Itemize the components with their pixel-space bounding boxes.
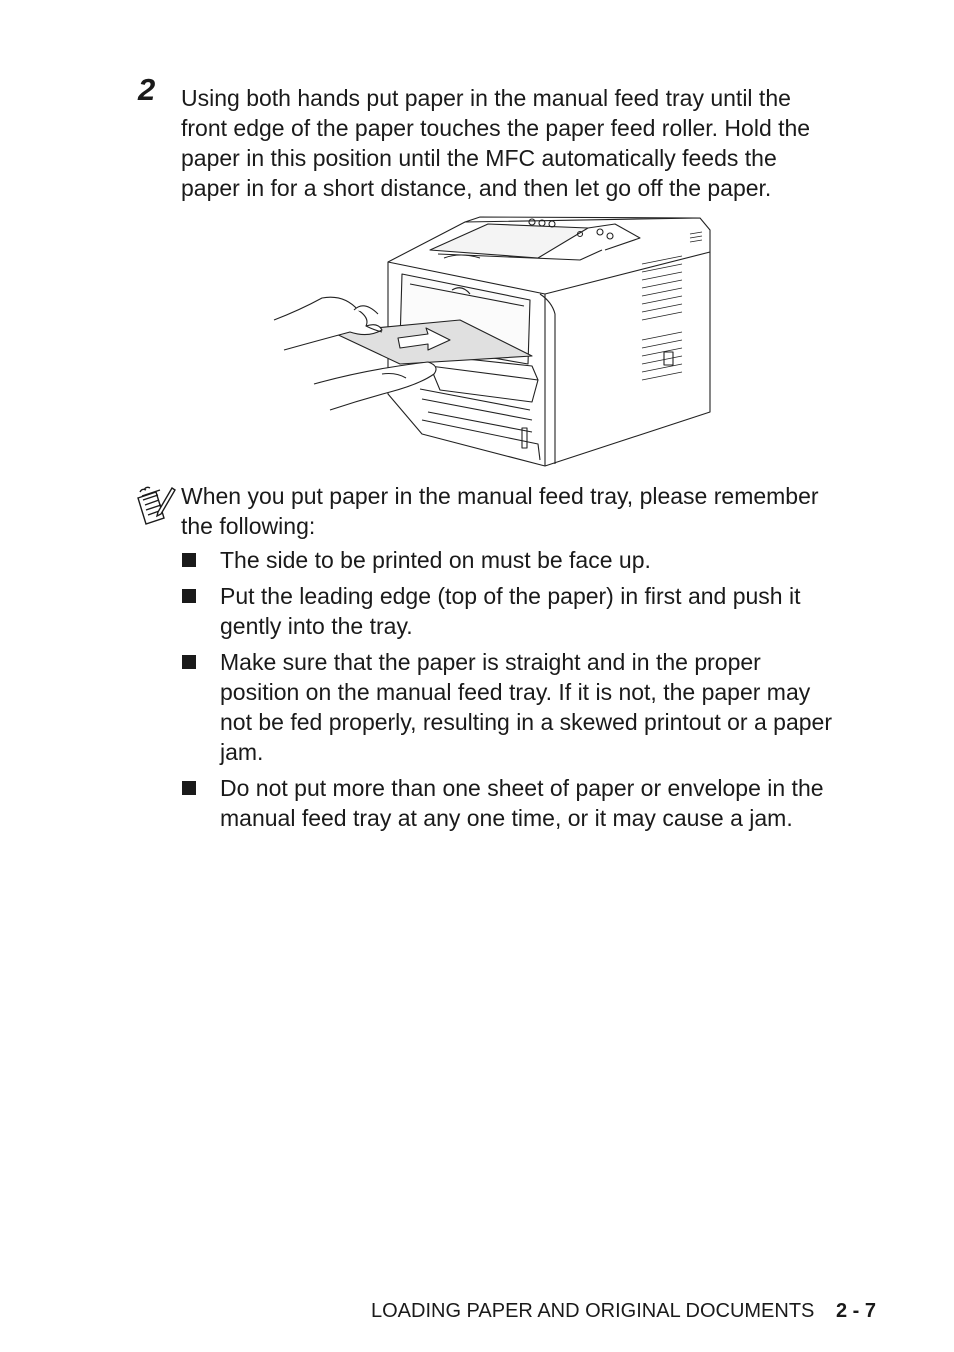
bullet-line: The side to be printed on must be face up.: [220, 547, 651, 573]
footer-section-title: LOADING PAPER AND ORIGINAL DOCUMENTS: [370, 1300, 815, 1322]
note-bullet-list: [181, 545, 881, 839]
bullet-line: position on the manual feed tray. If it is not, the paper may: [220, 679, 811, 705]
step-line: paper in this position until the MFC automatically feeds the: [181, 145, 777, 171]
page-footer: [371, 1300, 876, 1323]
bullet-line: Do not put more than one sheet of paper or envelope in the: [220, 775, 824, 801]
bullet-line: jam.: [220, 739, 264, 765]
step-line: front edge of the paper touches the paper feed roller. Hold the: [181, 115, 811, 141]
note-line: the following:: [181, 513, 316, 539]
bullet-line: not be fed properly, resulting in a skewed printout or a paper: [220, 709, 832, 735]
bullet-line: Make sure that the paper is straight and in the proper: [220, 649, 761, 675]
bullet-line: Put the leading edge (top of the paper) in first and push it: [220, 583, 801, 609]
page-number: 2 - 7: [835, 1300, 876, 1322]
list-item: [181, 545, 881, 575]
list-item: [181, 581, 881, 641]
step-instructions: [181, 83, 881, 203]
printer-manual-feed-illustration: [270, 214, 715, 470]
note-text: [181, 481, 881, 541]
bullet-square-icon: [182, 781, 196, 795]
bullet-line: manual feed tray at any one time, or it may cause a jam.: [220, 805, 793, 831]
step-line: paper in for a short distance, and then let go off the paper.: [181, 175, 772, 201]
list-item: [181, 773, 881, 833]
bullet-line: gently into the tray.: [220, 613, 413, 639]
step-line: Using both hands put paper in the manual feed tray until the: [181, 85, 791, 111]
note-line: When you put paper in the manual feed tray, please remember: [181, 483, 819, 509]
list-item: [181, 647, 881, 767]
bullet-square-icon: [182, 553, 196, 567]
note-pencil-icon: [134, 484, 176, 528]
step-number: 2: [138, 72, 156, 107]
bullet-square-icon: [182, 655, 196, 669]
bullet-square-icon: [182, 589, 196, 603]
